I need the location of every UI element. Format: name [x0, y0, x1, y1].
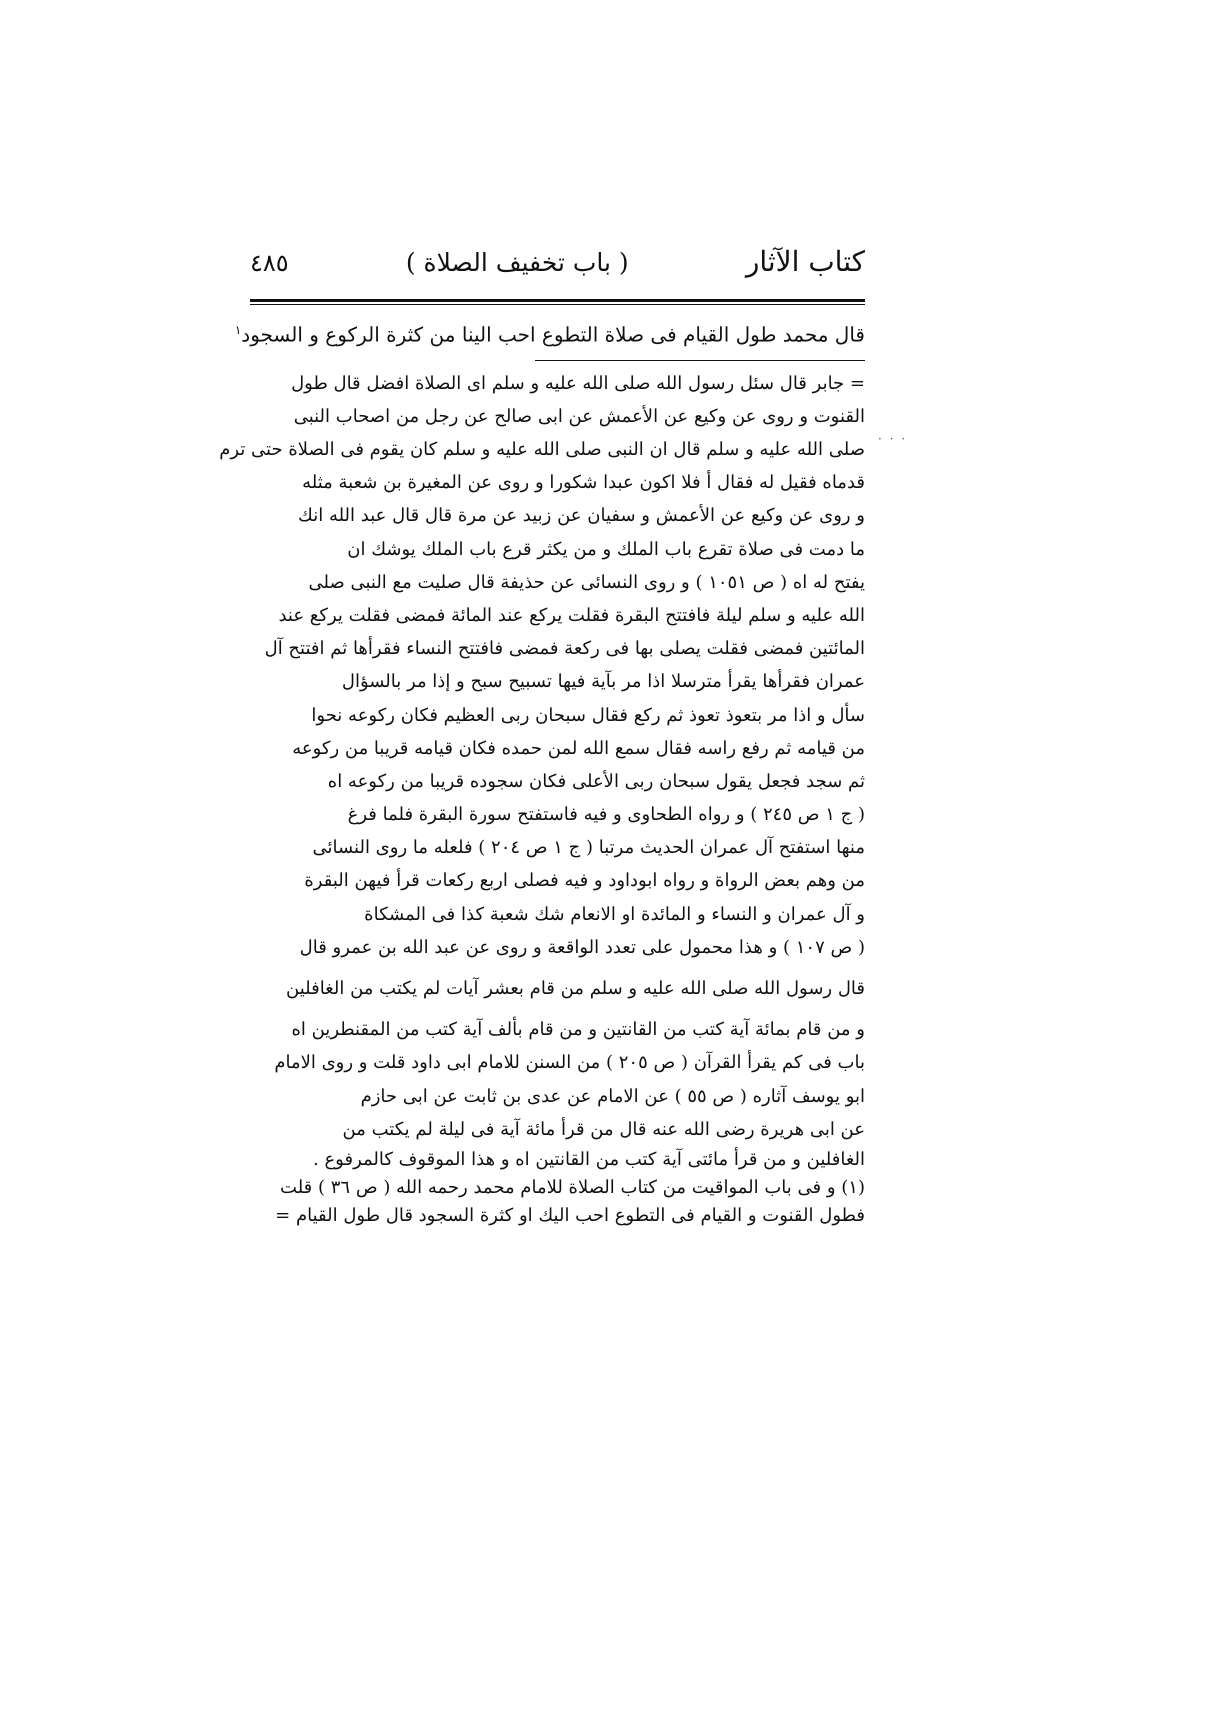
commentary-line: القنوت و روى عن وكيع عن الأعمش عن ابى صالح عن رجل من اصحاب النبى	[293, 405, 865, 427]
commentary-line: ( ص ١٠٧ ) و هذا محمول على تعدد الواقعة و روى عن عبد الله بن عمرو قال	[299, 936, 865, 958]
commentary-line: صلى الله عليه و سلم قال ان النبى صلى الله عليه و سلم كان يقوم فى الصلاة حتى ترم	[219, 439, 865, 461]
header-rule-thick	[250, 299, 865, 302]
commentary-line: و آل عمران و النساء و المائدة او الانعام شك شعبة كذا فى المشكاة	[364, 903, 865, 925]
commentary-line: و من قام بمائة آية كتب من القانتين و من قام بألف آية كتب من المقنطرين اه	[291, 1019, 865, 1041]
commentary-line: يفتح له اه ( ص ١٠٥١ ) و روى النسائى عن حذيفة قال صليت مع النبى صلى	[308, 571, 865, 593]
commentary-line: و روى عن وكيع عن الأعمش و سفيان عن زبيد عن مرة قال قال عبد الله انك	[298, 505, 865, 527]
book-title: كتاب الآثار	[745, 245, 865, 278]
commentary-line: عن ابى هريرة رضى الله عنه قال من قرأ مائة آية فى ليلة لم يكتب من	[342, 1118, 865, 1140]
commentary-line: الغافلين و من قرأ مائتى آية كتب من القانتين اه و هذا الموقوف كالمرفوع .	[313, 1148, 865, 1170]
commentary-line: الله عليه و سلم ليلة فافتتح البقرة فقلت يركع عند المائة فمضى فقلت يركع عند	[278, 604, 865, 626]
page-number: ٤٨٥	[250, 249, 289, 277]
footnote-line: فطول القنوت و القيام فى التطوع احب اليك او كثرة السجود قال طول القيام =	[275, 1204, 865, 1226]
main-text	[234, 305, 865, 350]
commentary-line: المائتين فمضى فقلت يصلى بها فى ركعة فمضى فافتتح النساء فقرأها ثم افتتح آل	[264, 638, 865, 660]
commentary-line: باب فى كم يقرأ القرآن ( ص ٢٠٥ ) من السنن للامام ابى داود قلت و روى الامام	[274, 1052, 865, 1074]
commentary-line: سأل و اذا مر بتعوذ تعوذ ثم ركع فقال سبحان ربى العظيم فكان ركوعه نحوا	[311, 704, 865, 726]
commentary-line: = جابر قال سئل رسول الله صلى الله عليه و سلم اى الصلاة افضل قال طول	[291, 372, 865, 394]
commentary-line: ( ج ١ ص ٢٤٥ ) و رواه الطحاوى و فيه فاستفتح سورة البقرة فلما فرغ	[347, 804, 865, 826]
commentary-line: قدماه فقيل له فقال أ فلا اكون عبدا شكورا و روى عن المغيرة بن شعبة مثله	[302, 472, 865, 494]
commentary-line: ما دمت فى صلاة تقرع باب الملك و من يكثر قرع باب الملك يوشك ان	[347, 538, 865, 560]
commentary-line: قال رسول الله صلى الله عليه و سلم من قام بعشر آيات لم يكتب من الغافلين	[286, 978, 865, 1000]
commentary-line: عمران فقرأها يقرأ مترسلا اذا مر بآية فيها تسبيح سبح و إذا مر بالسؤال	[341, 671, 865, 693]
commentary-line: ابو يوسف آثاره ( ص ٥٥ ) عن الامام عن عدى بن ثابت عن ابى حازم	[360, 1085, 865, 1107]
commentary-line: من قيامه ثم رفع راسه فقال سمع الله لمن حمده فكان قيامه قريبا من ركوعه	[292, 737, 865, 759]
book-page	[219, 245, 865, 1230]
commentary-line: ثم سجد فجعل يقول سبحان ربى الأعلى فكان سجوده قريبا من ركوعه اه	[327, 770, 865, 792]
footnote-line: (١) و فى باب المواقيت من كتاب الصلاة للامام محمد رحمه الله ( ص ٣٦ ) قلت	[280, 1176, 865, 1198]
chapter-title: ( باب تخفيف الصلاة )	[405, 248, 629, 277]
margin-marks: · · ·	[878, 432, 908, 446]
page-header	[250, 245, 865, 291]
footnote-reference: ١	[234, 323, 242, 337]
section-divider	[535, 360, 865, 361]
main-statement: قال محمد طول القيام فى صلاة التطوع احب الينا من كثرة الركوع و السجود	[241, 322, 865, 347]
commentary-block	[219, 367, 865, 1174]
commentary-line: منها استفتح آل عمران الحديث مرتبا ( ج ١ ص ٢٠٤ ) فلعله ما روى النسائى	[312, 837, 865, 859]
footnote-block	[250, 1174, 865, 1230]
commentary-line: من وهم بعض الرواة و رواه ابوداود و فيه فصلى اربع ركعات قرأ فيهن البقرة	[304, 870, 865, 892]
